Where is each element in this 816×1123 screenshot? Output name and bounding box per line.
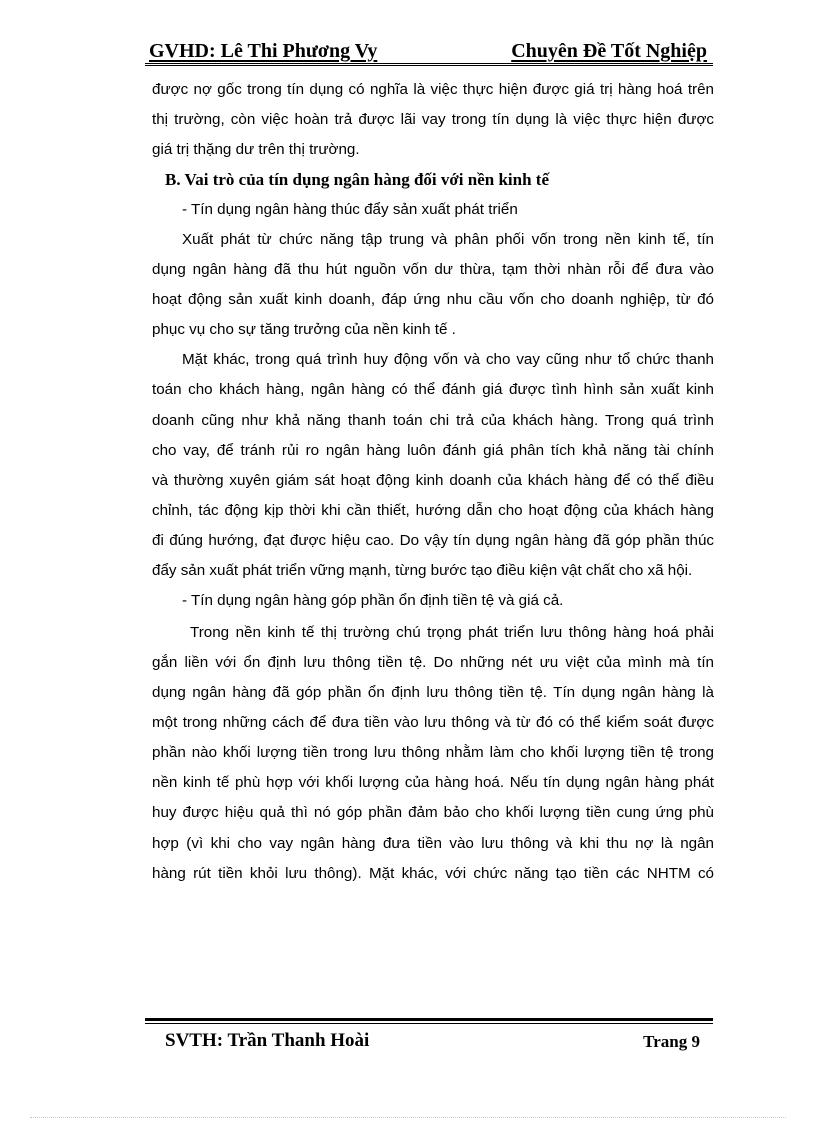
paragraph-line: và thường xuyên giám sát hoạt động kinh doanh của khách hàng để có thể điều [152,472,714,489]
paragraph-line: phục vụ cho sự tăng trưởng của nền kinh tế . [152,321,456,338]
footer-rule [145,1018,713,1024]
paragraph-line: Xuất phát từ chức năng tập trung và phân phối vốn trong nền kinh tế, tín [182,231,714,248]
paragraph-line: dụng ngân hàng đã góp phần ổn định lưu thông tiền tệ. Tín dụng ngân hàng là [152,684,714,701]
paragraph-line: Mặt khác, trong quá trình huy động vốn và cho vay cũng như tổ chức thanh [182,351,714,368]
paragraph-line: toán cho khách hàng, ngân hàng có thể đánh giá được tình hình sản xuất kinh [152,381,714,398]
subheading-line: - Tín dụng ngân hàng góp phần ổn định tiền tệ và giá cả. [182,592,564,609]
paragraph-line: đẩy sản xuất phát triển vững mạnh, từng bước tạo điều kiện vật chất cho xã hội. [152,562,693,579]
paragraph-line: chỉnh, tác động kịp thời khi cần thiết, hướng dẫn cho hoạt động của khách hàng [152,502,714,519]
paragraph-line: phần nào khối lượng tiền trong lưu thông nhằm làm cho khối lượng tiền tệ trong [152,744,714,761]
paragraph-line: dụng ngân hàng đã thu hút nguồn vốn dư thừa, tạm thời nhàn rỗi để đưa vào [152,261,714,278]
footer-student: SVTH: Trần Thanh Hoài [165,1030,370,1051]
paragraph-line: doanh cũng như khả năng thanh toán chi trả của khách hàng. Trong quá trình [152,412,714,429]
paragraph-line: hàng rút tiền khỏi lưu thông). Mặt khác, với chức năng tạo tiền các NHTM có [152,865,714,882]
header-doc-type: Chuyên Đề Tốt Nghiệp [511,40,707,62]
paragraph-line: giá trị thặng dư trên thị trường. [152,141,360,158]
paragraph-line: được nợ gốc trong tín dụng có nghĩa là việc thực hiện được giá trị hàng hoá trên [152,81,714,98]
section-heading: B. Vai trò của tín dụng ngân hàng đối với nền kinh tế [165,170,550,189]
page-number: Trang 9 [643,1032,700,1051]
paragraph-line: đi đúng hướng, đạt được hiệu cao. Do vậy tín dụng ngân hàng đã góp phần thúc [152,532,714,549]
paragraph-line: gắn liền với ổn định lưu thông tiền tệ. Do những nét ưu việt của mình mà tín [152,654,714,671]
header-rule [145,63,713,68]
paragraph-line: hợp (vì khi cho vay ngân hàng đưa tiền vào lưu thông và khi thu nợ là ngân [152,835,714,852]
paragraph-line: nền kinh tế phù hợp với khối lượng của hàng hoá. Nếu tín dụng ngân hàng phát [152,774,714,791]
paragraph-line: huy được hiệu quả thì nó góp phần đảm bảo cho khối lượng tiền cung ứng phù [152,804,714,821]
paragraph-line: thị trường, còn việc hoàn trả được lãi vay trong tín dụng là việc thực hiện được [152,111,714,128]
paragraph-line: cho vay, để tránh rủi ro ngân hàng luôn đánh giá phân tích khả năng tài chính [152,442,714,459]
paragraph-line: một trong những cách để đưa tiền vào lưu thông và từ đó có thể kiểm soát được [152,714,714,731]
paragraph-line: hoạt động sản xuất kinh doanh, đáp ứng nhu cầu vốn cho doanh nghiệp, từ đó [152,291,714,308]
subheading-line: - Tín dụng ngân hàng thúc đẩy sản xuất phát triển [182,201,518,218]
paragraph-line: Trong nền kinh tế thị trường chú trọng phát triển lưu thông hàng hoá phải [190,624,714,641]
header-advisor: GVHD: Lê Thi Phương Vy [149,40,378,62]
page-edge-divider [30,1117,786,1118]
page-header [145,38,713,68]
